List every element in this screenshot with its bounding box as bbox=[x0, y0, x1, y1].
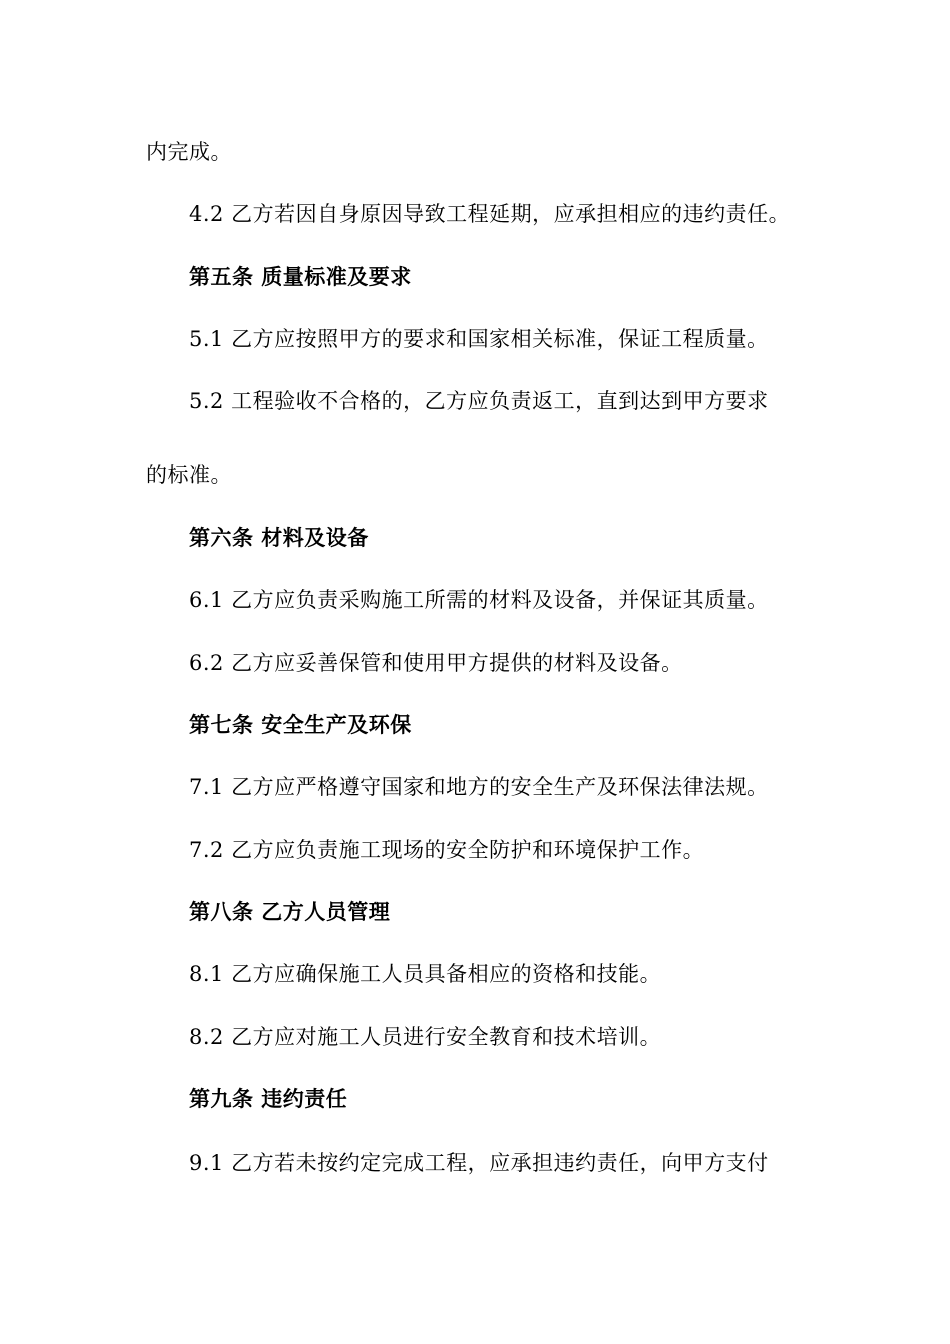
clause-5-2: 5.2 工程验收不合格的，乙方应负责返工，直到达到甲方要求 bbox=[189, 389, 769, 413]
clause-7-2: 7.2 乙方应负责施工现场的安全防护和环境保护工作。 bbox=[189, 838, 705, 862]
clause-6-2: 6.2 乙方应妥善保管和使用甲方提供的材料及设备。 bbox=[189, 651, 683, 675]
article-6-heading: 第六条 材料及设备 bbox=[189, 526, 369, 550]
continuation-text: 内完成。 bbox=[146, 140, 232, 164]
clause-8-2: 8.2 乙方应对施工人员进行安全教育和技术培训。 bbox=[189, 1025, 662, 1049]
article-8-heading: 第八条 乙方人员管理 bbox=[189, 900, 391, 924]
clause-7-1: 7.1 乙方应严格遵守国家和地方的安全生产及环保法律法规。 bbox=[189, 775, 769, 799]
article-7-heading: 第七条 安全生产及环保 bbox=[189, 713, 412, 737]
article-9-heading: 第九条 违约责任 bbox=[189, 1087, 348, 1111]
clause-4-2: 4.2 乙方若因自身原因导致工程延期，应承担相应的违约责任。 bbox=[189, 202, 791, 226]
article-5-heading: 第五条 质量标准及要求 bbox=[189, 265, 412, 289]
clause-5-1: 5.1 乙方应按照甲方的要求和国家相关标准，保证工程质量。 bbox=[189, 327, 769, 351]
clause-5-2-continuation: 的标准。 bbox=[146, 463, 232, 487]
clause-6-1: 6.1 乙方应负责采购施工所需的材料及设备，并保证其质量。 bbox=[189, 588, 769, 612]
clause-9-1: 9.1 乙方若未按约定完成工程，应承担违约责任，向甲方支付 bbox=[189, 1151, 769, 1175]
clause-8-1: 8.1 乙方应确保施工人员具备相应的资格和技能。 bbox=[189, 962, 662, 986]
